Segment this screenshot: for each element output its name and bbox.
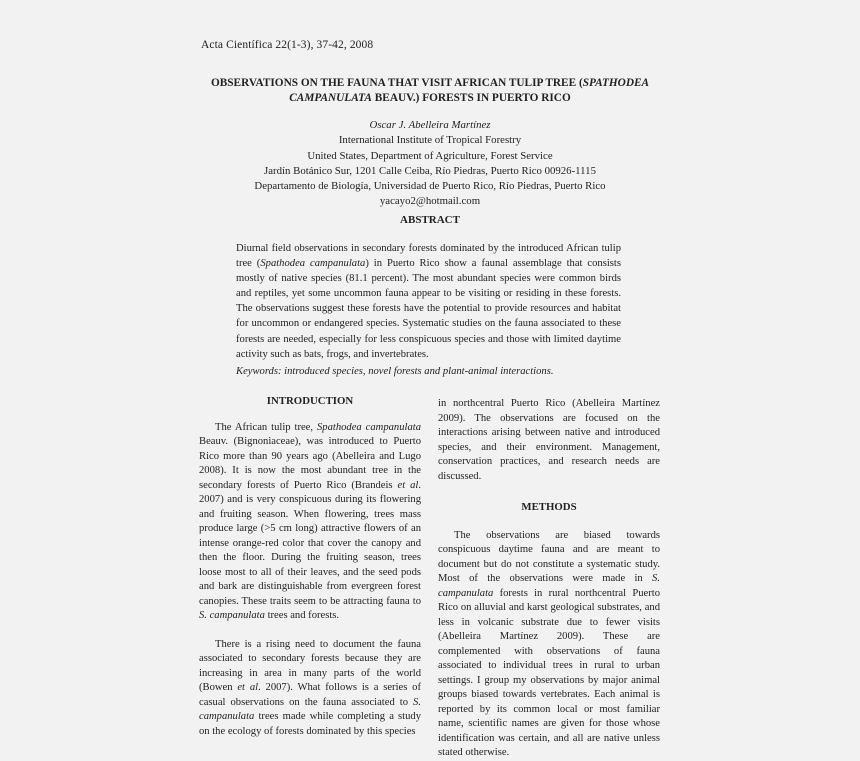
- text-run: forests in rural northcentral Puerto Rico on alluvial and karst geological substrates, and less in volcanic substrate due to fewer visits (Abelleira Martínez 2009). These are complemented with observations of fauna associated to individual trees in rural to urban settings. I group my observations by major animal groups biased towards vertebrates. Each animal is reported by its common local or most familiar name, scientific names are given for those whose identification was certain, and all are native unless stated otherwise.: [438, 587, 660, 758]
- author-name: Oscar J. Abelleira Martínez: [369, 119, 491, 131]
- species-name: S. campanulata: [199, 696, 421, 722]
- affiliation-line: United States, Department of Agriculture, Forest Service: [307, 149, 553, 162]
- column-left: [199, 394, 421, 739]
- text-run: . 2007) and is very conspicuous during its flowering and fruiting season. When flowering, trees mass produce large (>5 cm long) attractive flowers of an intense orange-red color that cover the canopy and then the floor. During the fruiting season, trees loose most to all of their leaves, and the seed pods and bark are distinguishable from evergreen forest canopies. These traits seem to be attracting fauna to: [199, 479, 421, 607]
- keywords: Keywords: introduced species, novel forests and plant-animal interactions.: [236, 366, 554, 377]
- text-run: The observations are biased towards conspicuous daytime fauna and are meant to document but do not constitute a systematic study. Most of the observations were made in: [438, 529, 660, 584]
- author-email: yacayo2@hotmail.com: [379, 195, 481, 208]
- title-part2: BEAUV.) FORESTS IN PUERTO RICO: [371, 92, 571, 104]
- et-al: et al: [397, 479, 419, 491]
- intro-paragraph-2: [199, 638, 421, 740]
- intro-paragraph-continued: in northcentral Puerto Rico (Abelleira Martínez 2009). The observations are focused on the interactions arising between native and introduced species, and their environment. Management, conservation practices, and research needs are discussed.: [438, 398, 660, 482]
- text-run: trees and forests.: [264, 610, 340, 621]
- journal-citation: Acta Científica 22(1-3), 37-42, 2008: [201, 39, 374, 51]
- text-run: Beauv. (Bignoniaceae), was introduced to Puerto Rico more than 90 years ago (Abelleira and Lugo 2008). It is now the most abundant tree in the secondary forests of Puerto Rico (Brandeis: [199, 436, 421, 491]
- text-run: . 2007). What follows is a series of casual observations on the fauna associated to: [199, 682, 421, 708]
- paper-title: [190, 76, 670, 106]
- affiliation-line: Departamento de Biología, Universidad de Puerto Rico, Río Piedras, Puerto Rico: [254, 180, 606, 193]
- column-right: [438, 397, 660, 761]
- species-name: S. campanulata: [199, 610, 265, 621]
- affiliation-line: Jardín Botánico Sur, 1201 Calle Ceiba, Río Piedras, Puerto Rico 00926-1115: [264, 164, 596, 177]
- text-run: There is a rising need to document the fauna associated to secondary forests because they are increasing in area in many parts of the world (Bowen: [199, 638, 421, 693]
- title-part1: OBSERVATIONS ON THE FAUNA THAT VISIT AFRICAN TULIP TREE (: [210, 77, 583, 89]
- affiliation-line: International Institute of Tropical Forestry: [338, 134, 522, 147]
- abstract-heading: ABSTRACT: [400, 214, 460, 226]
- et-al: et al: [237, 682, 259, 693]
- text-run: trees made while completing a study on the ecology of forests dominated by this species: [199, 711, 421, 737]
- abstract-text: [236, 241, 621, 362]
- abstract-text-2: ) in Puerto Rico show a faunal assemblage that consists mostly of native species (81.1 percent). The most abundant species were common birds and reptiles, yet some uncommon fauna appear to be visiting or residing in these forests. The observations suggest these forests have the potential to provide resources and habitat for uncommon or endangered species. Systematic studies on the fauna associated to these forests are needed, especially for less conspicuous species and those with limited daytime activity such as bats, frogs, and invertebrates.: [236, 258, 621, 360]
- methods-paragraph-1: [438, 529, 660, 761]
- introduction-heading: INTRODUCTION: [266, 395, 354, 407]
- author-block: [200, 118, 660, 210]
- title-species: SPATHODEA CAMPANULATA: [289, 77, 650, 104]
- species-name: S. campanulata: [438, 573, 660, 599]
- abstract-species: Spathodea campanulata: [260, 258, 366, 270]
- abstract-text-1: Diurnal field observations in secondary forests dominated by the introduced African tulip tree (: [236, 243, 621, 270]
- species-name: Spathodea campanulata: [317, 421, 421, 433]
- intro-paragraph-1: [199, 421, 421, 624]
- methods-heading: METHODS: [521, 501, 577, 513]
- text-run: The African tulip tree,: [215, 421, 317, 433]
